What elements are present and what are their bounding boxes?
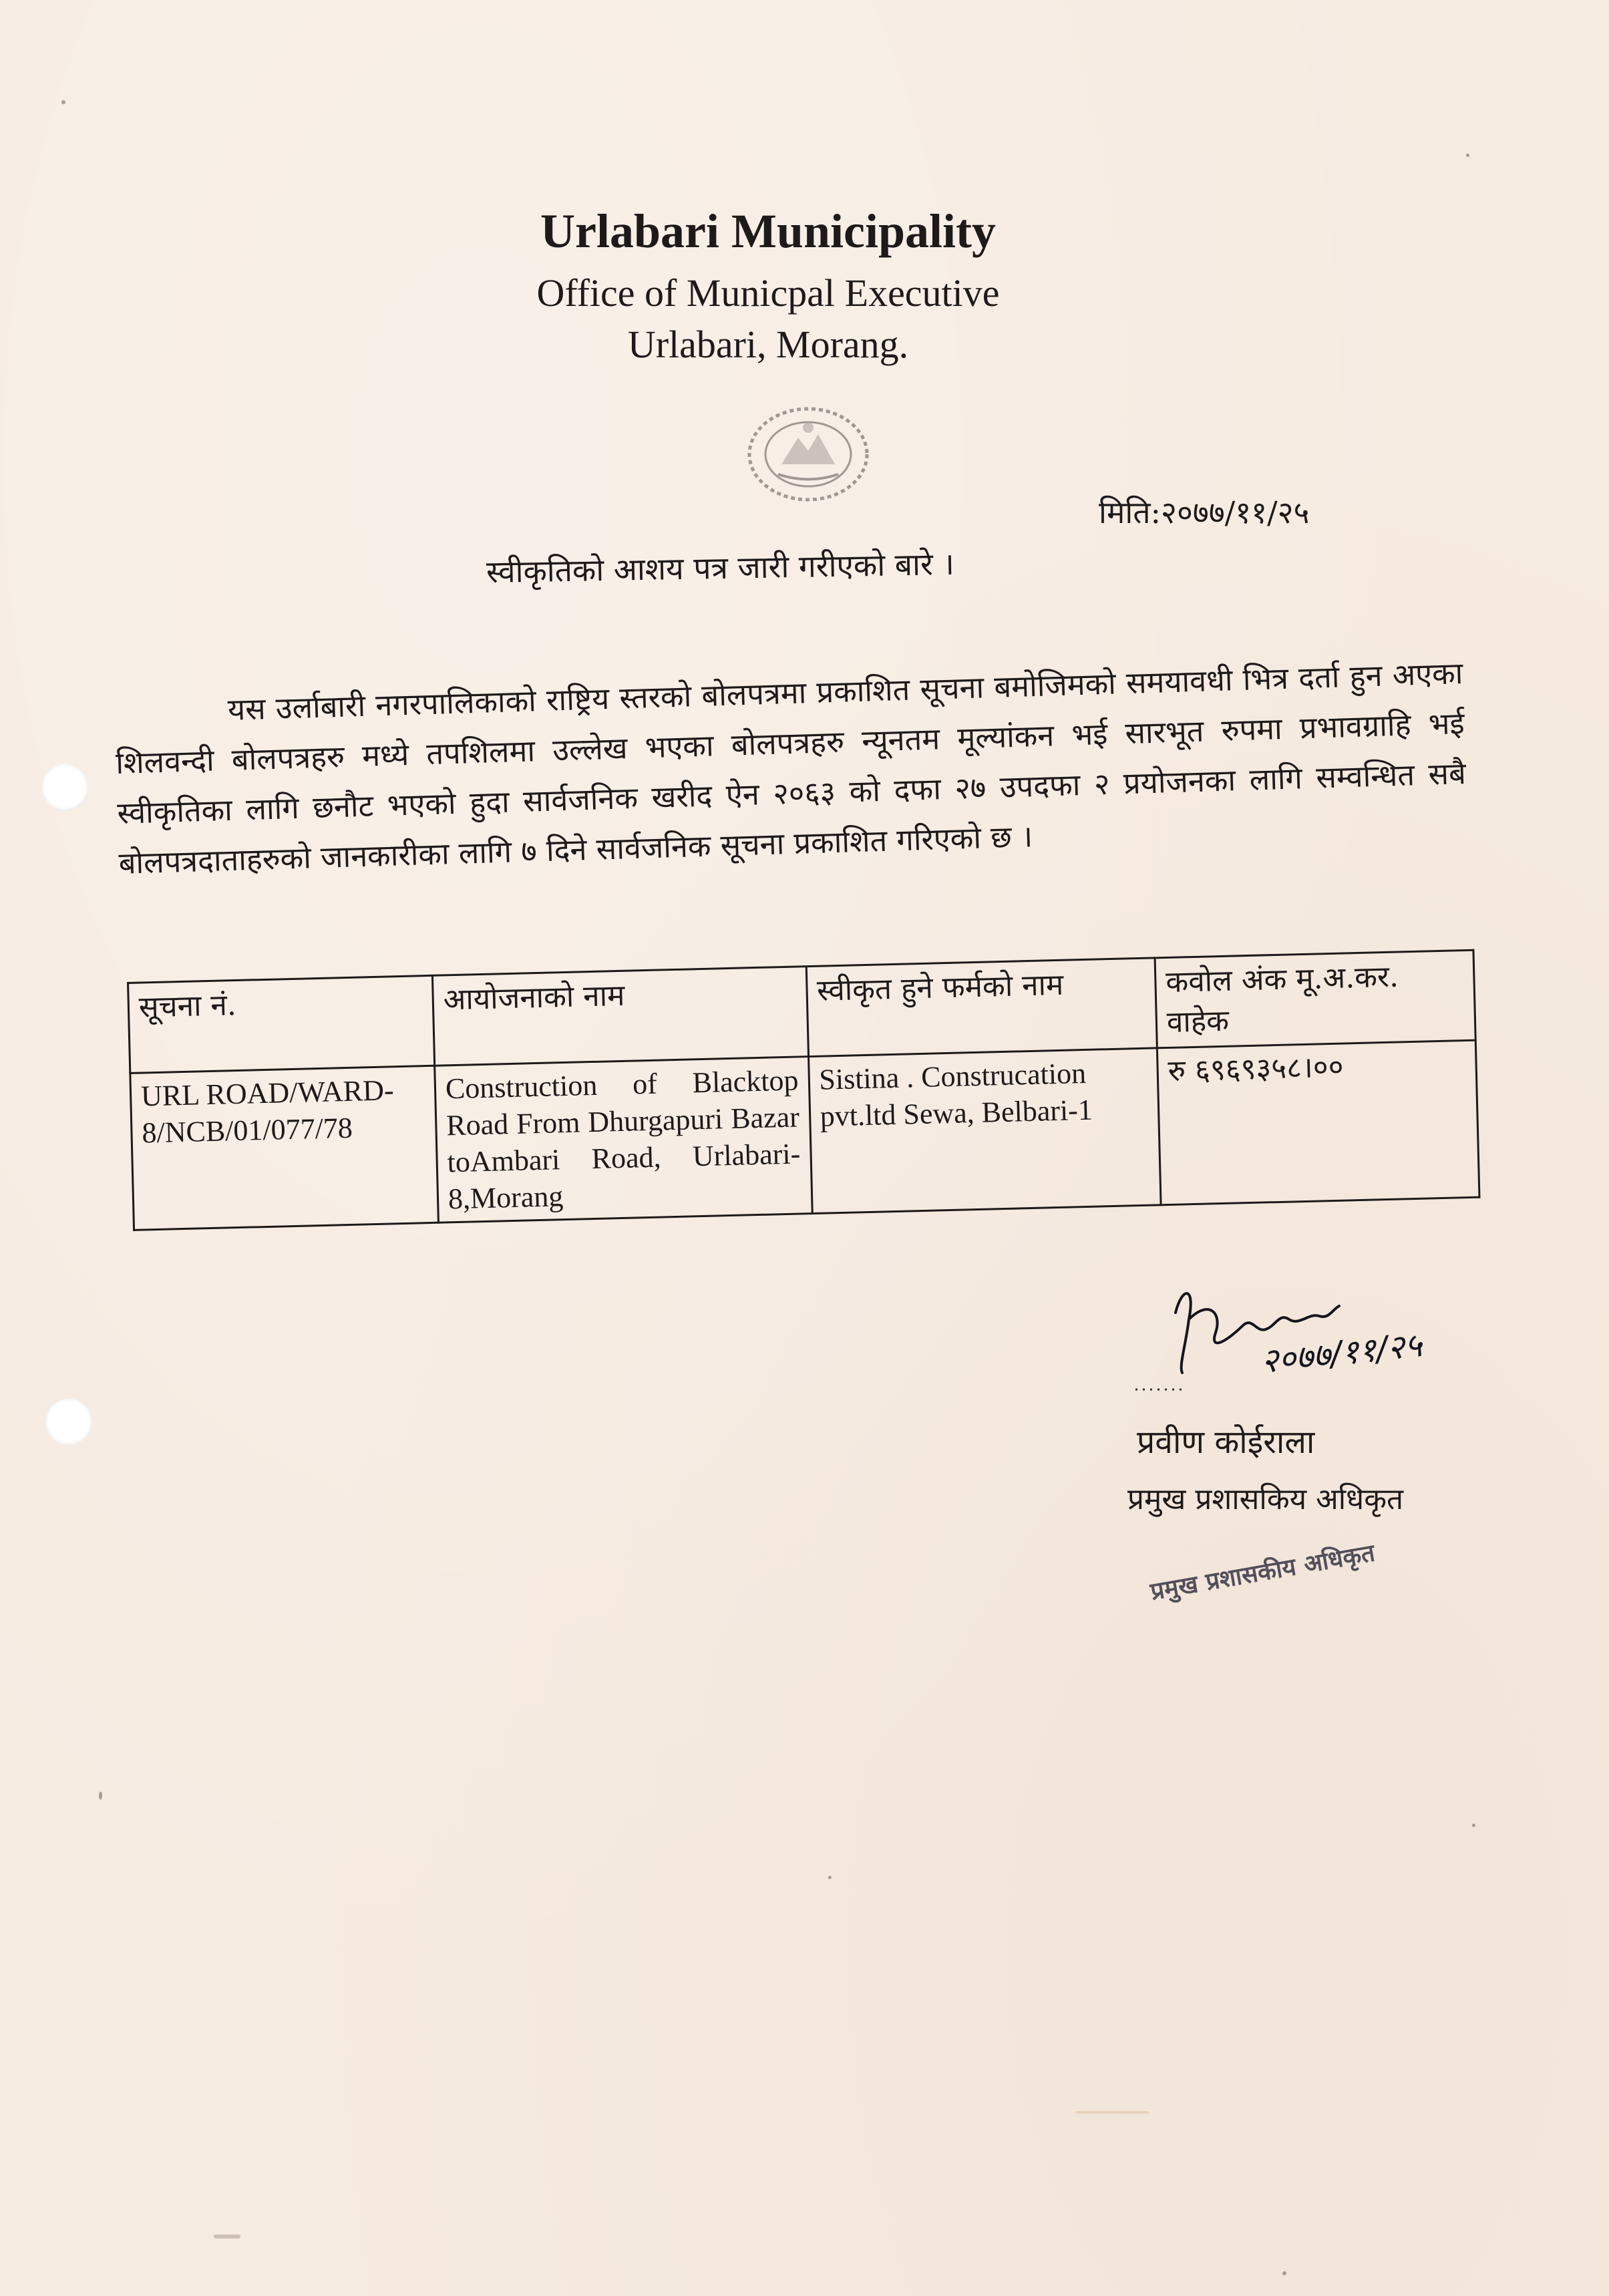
punch-hole — [41, 764, 88, 810]
stamp-text: प्रमुख प्रशासकीय अधिकृत — [1148, 1539, 1377, 1606]
letterhead-office: Office of Municpal Executive — [536, 271, 1000, 315]
office-stamp — [1145, 1536, 1453, 1617]
cell-firm-name: Sistina . Construcation pvt.ltd Sewa, Belbari-1 — [808, 1048, 1161, 1214]
table-row — [130, 1040, 1479, 1230]
cell-notice-no: URL ROAD/WARD-8/NCB/01/077/78 — [130, 1065, 439, 1230]
paper-speck — [61, 100, 65, 104]
paper-speck — [1282, 2271, 1286, 2275]
signatory-name: प्रवीण कोईराला — [1137, 1424, 1315, 1461]
paper-speck — [99, 1792, 102, 1800]
signature-date: २०७७/११/२५ — [1259, 1325, 1424, 1381]
paper-speck — [1075, 2111, 1149, 2114]
header-bid-amount: कवोल अंक मू.अ.कर. वाहेक — [1155, 950, 1475, 1048]
paper-speck — [1466, 154, 1469, 157]
signatory-title: प्रमुख प्रशासकिय अधिकृत — [1127, 1482, 1404, 1516]
letter-body-paragraph: यस उर्लाबारी नगरपालिकाको राष्ट्रिय स्तरको बोलपत्रमा प्रकाशित सूचना बमोजिमको समयावधी भित्र दर्ता हुन अएका शिलवन्दी बोलपत्रहरु मध्ये तपशिलमा उल्लेख भएका बोलपत्रहरु न्यूनतम मूल्यांकन भई सारभूत रुपमा प्रभावग्राहि भई स्वीकृतिका लागि छनौट भएको हुदा सार्वजनिक खरीद ऐन २०६३ को दफा २७ उपदफा २ प्रयोजनका लागि सम्वन्धित सबै बोलपत्रदाताहरुको जानकारीका लागि ७ दिने सार्वजनिक सूचना प्रकाशित गरिएको छ । — [115, 655, 1467, 881]
cell-project-name: Construction of Blacktop Road From Dhurgapuri Bazar toAmbari Road, Urlabari-8,Morang — [435, 1057, 812, 1223]
award-table — [127, 949, 1481, 1231]
header-project-name: आयोजनाको नाम — [432, 967, 808, 1066]
handwritten-signature — [1109, 1273, 1523, 1406]
letter-date: मिति:२०७७/११/२५ — [1099, 494, 1310, 530]
paper-speck — [828, 1876, 832, 1879]
header-notice-no: सूचना नं. — [128, 975, 435, 1073]
cell-bid-amount: रु ६९६९३५८।०० — [1157, 1040, 1479, 1205]
municipal-emblem-seal — [741, 401, 875, 508]
paper-speck — [1472, 1824, 1475, 1827]
header-approved-firm: स्वीकृत हुने फर्मको नाम — [806, 958, 1157, 1057]
letterhead-address: Urlabari, Morang. — [627, 323, 909, 366]
punch-hole — [45, 1398, 92, 1445]
letterhead-org-name: Urlabari Municipality — [540, 204, 996, 258]
letter-subject: स्वीकृतिको आशय पत्र जारी गरीएको बारे । — [486, 545, 955, 591]
paper-speck — [214, 2235, 240, 2239]
